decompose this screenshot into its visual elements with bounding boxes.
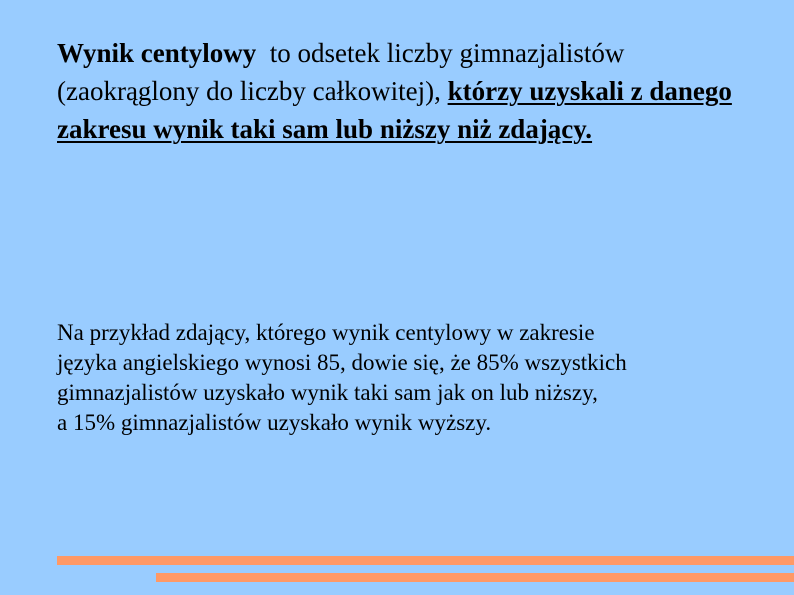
example-line-1: Na przykład zdający, którego wynik centylowy w zakresie (57, 320, 595, 345)
example-paragraph (57, 318, 757, 438)
definition-text: to odsetek liczby gimnazjalistów (zaokrąglony do liczby całkowitej), (57, 38, 625, 106)
example-line-3: gimnazjalistów uzyskało wynik taki sam jak on lub niższy, (57, 380, 598, 405)
example-line-2: języka angielskiego wynosi 85, dowie się, że 85% wszystkich (57, 350, 627, 375)
decorative-bar-bottom (156, 573, 794, 582)
decorative-bar-top (57, 556, 794, 565)
definition-term: Wynik centylowy (57, 38, 257, 68)
definition-paragraph (57, 34, 747, 148)
definition-emphasized-text: którzy uzyskali z danego zakresu wynik taki sam lub niższy niż zdający. (57, 76, 732, 144)
example-line-4: a 15% gimnazjalistów uzyskało wynik wyższy. (57, 410, 492, 435)
